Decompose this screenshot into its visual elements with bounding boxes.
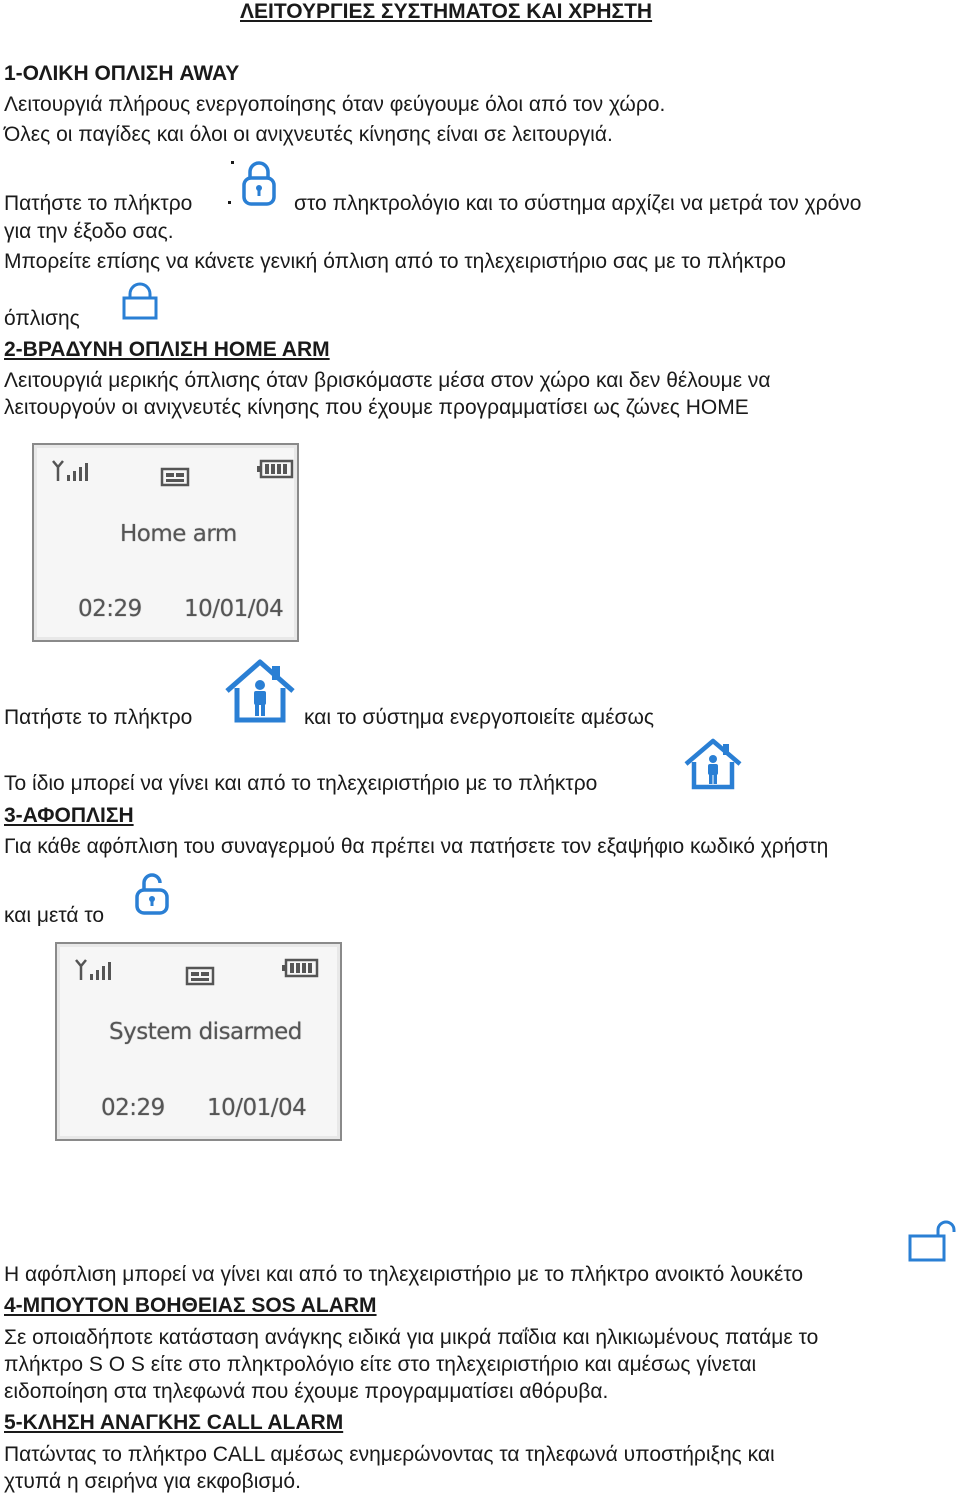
home-arm-icon [222, 658, 298, 724]
section-2-press-b: και το σύστημα ενεργοποιείτε αμέσως [304, 706, 655, 729]
section-4-line-3: ειδοποίηση στα τηλεφωνά που έχουμε προγραμματίσει αθόρυβα. [4, 1380, 609, 1403]
battery-icon [281, 958, 319, 978]
remote-lock-icon [120, 282, 160, 322]
card-icon [185, 966, 215, 986]
section-3-line-2: και μετά το [4, 904, 104, 927]
battery-icon [256, 459, 294, 479]
signal-icon [50, 459, 92, 483]
card-icon [160, 467, 190, 487]
section-2-press-a: Πατήστε το πλήκτρο [4, 706, 193, 729]
lcd-date: 10/01/04 [207, 1095, 307, 1121]
lcd-time: 02:29 [78, 596, 142, 622]
section-3-line-1: Για κάθε αφόπλιση του συναγερμού θα πρέπει να πατήσετε τον εξαψήφιο κωδικό χρήστη [4, 835, 829, 858]
remote-unlock-icon [906, 1218, 958, 1264]
section-4-line-1: Σε οποιαδήποτε κατάσταση ανάγκης ειδικά για μικρά παΐδια και ηλικιωμένους πατάμε το [4, 1326, 819, 1349]
signal-icon [73, 958, 115, 982]
section-1-line-1: Λειτουργιά πλήρους ενεργοποίησης όταν φεύγουμε όλοι από τον χώρο. [4, 93, 666, 116]
lcd-display-disarmed [55, 942, 342, 1141]
page-title: ΛΕΙΤΟΥΡΓΙΕΣ ΣΥΣΤΗΜΑΤΟΣ ΚΑΙ ΧΡΗΣΤΗ [240, 0, 653, 23]
section-1-press-b: στο πληκτρολόγιο και το σύστημα αρχίζει να μετρά τον χρόνο [294, 192, 862, 215]
section-1-line-6: όπλισης [4, 307, 80, 330]
section-2-heading: 2-ΒΡΑΔΥΝΗ ΟΠΛΙΣΗ HOME ARM [4, 338, 330, 361]
lcd-message: Home arm [120, 521, 237, 547]
section-2-line-2: λειτουργούν οι ανιχνευτές κίνησης που έχουμε προγραμματίσει ως ζώνες HOME [4, 396, 749, 419]
section-3-line-3: Η αφόπλιση μπορεί να γίνει και από το τηλεχειριστήριο με το πλήκτρο ανοικτό λουκέτο [4, 1263, 804, 1286]
section-5-heading: 5-ΚΛΗΣΗ ΑΝΑΓΚΗΣ CALL ALARM [4, 1411, 344, 1434]
section-4-heading: 4-ΜΠΟΥΤΟΝ ΒΟΗΘΕΙΑΣ SOS ALARM [4, 1294, 377, 1317]
lcd-date: 10/01/04 [184, 596, 284, 622]
lock-closed-icon [224, 158, 280, 214]
section-1-line-2: Όλες οι παγίδες και όλοι οι ανιχνευτές κίνησης είναι σε λειτουργιά. [4, 123, 613, 146]
section-4-line-2: πλήκτρο S O S είτε στο πληκτρολόγιο είτε στο τηλεχειριστήριο και αμέσως γίνεται [4, 1353, 757, 1376]
lcd-message: System disarmed [109, 1019, 302, 1045]
section-3-heading: 3-ΑΦΟΠΛΙΣΗ [4, 804, 134, 827]
section-2-line-3: Το ίδιο μπορεί να γίνει και από το τηλεχειριστήριο με το πλήκτρο [4, 772, 598, 795]
section-1-line-5: Μπορείτε επίσης να κάνετε γενική όπλιση από το τηλεχειριστήριο σας με το πλήκτρο [4, 250, 786, 273]
section-1-line-4: για την έξοδο σας. [4, 220, 174, 243]
remote-home-icon [682, 737, 744, 791]
lcd-time: 02:29 [101, 1095, 165, 1121]
section-2-line-1: Λειτουργιά μερικής όπλισης όταν βρισκόμαστε μέσα στον χώρο και δεν θέλουμε να [4, 369, 771, 392]
section-1-heading: 1-ΟΛΙΚΗ ΟΠΛΙΣΗ AWAY [4, 62, 240, 85]
section-1-press-a: Πατήστε το πλήκτρο [4, 192, 193, 215]
section-5-line-1: Πατώντας το πλήκτρο CALL αμέσως ενημερώνοντας τα τηλεφωνά υποστήριξης και [4, 1443, 775, 1466]
lcd-display-home-arm [32, 443, 299, 642]
lock-open-icon [132, 872, 172, 916]
section-5-line-2: χτυπά η σειρήνα για εκφοβισμό. [4, 1470, 301, 1493]
